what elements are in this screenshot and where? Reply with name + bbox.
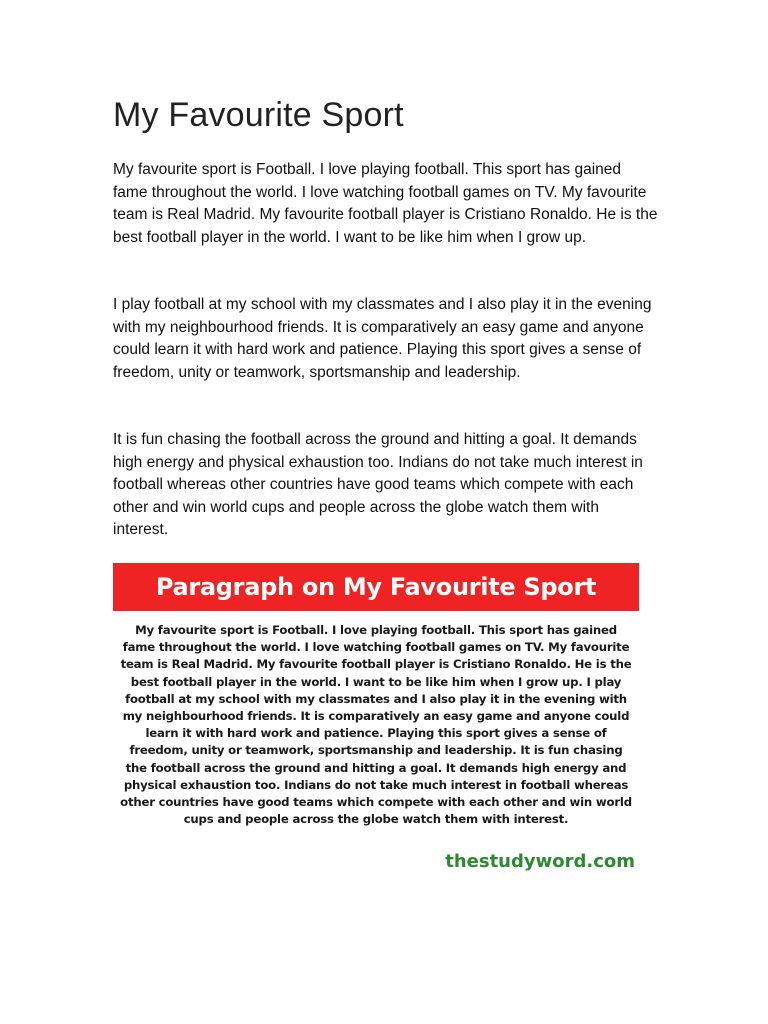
page-title: My Favourite Sport bbox=[113, 96, 404, 134]
infographic-image bbox=[113, 563, 639, 883]
infographic-banner-title: Paragraph on My Favourite Sport bbox=[155, 573, 597, 601]
paragraph-1: My favourite sport is Football. I love playing football. This sport has gained fame throughout the world. I love watching football games on TV. My favourite team is Real Madrid. My favourite football player is Cristiano Ronaldo. He is the best football player in the world. I want to be like him when I grow up. bbox=[113, 161, 658, 246]
infographic-body-text: My favourite sport is Football. I love playing football. This sport has gained fame throughout the world. I love watching football games on TV. My favourite team is Real Madrid. My favourite football player is Cristiano Ronaldo. He is the best football player in the world. I want to be like him when I grow up. I play football at my school with my classmates and I also play it in the evening with my neighbourhood friends. It is comparatively an easy game and anyone could learn it with hard work and patience. Playing this sport gives a sense of freedom, unity or teamwork, sportsmanship and leadership. It is fun chasing the football across the ground and hitting a goal. It demands high energy and physical exhaustion too. Indians do not take much interest in football whereas other countries have good teams which compete with each other and win world cups and people across the globe watch them with interest. bbox=[120, 623, 632, 827]
paragraph-3: It is fun chasing the football across the ground and hitting a goal. It demands high energy and physical exhaustion too. Indians do not take much interest in football whereas other countries have good teams which compete with each other and win world cups and people across the globe watch them with interest. bbox=[113, 431, 643, 539]
infographic-brand: thestudyword.com bbox=[445, 851, 635, 872]
paragraph-2: I play football at my school with my classmates and I also play it in the evening with my neighbourhood friends. It is comparatively an easy game and anyone could learn it with hard work and patience. Playing this sport gives a sense of freedom, unity or teamwork, sportsmanship and leadership. bbox=[113, 296, 652, 381]
infographic-banner bbox=[113, 563, 639, 611]
